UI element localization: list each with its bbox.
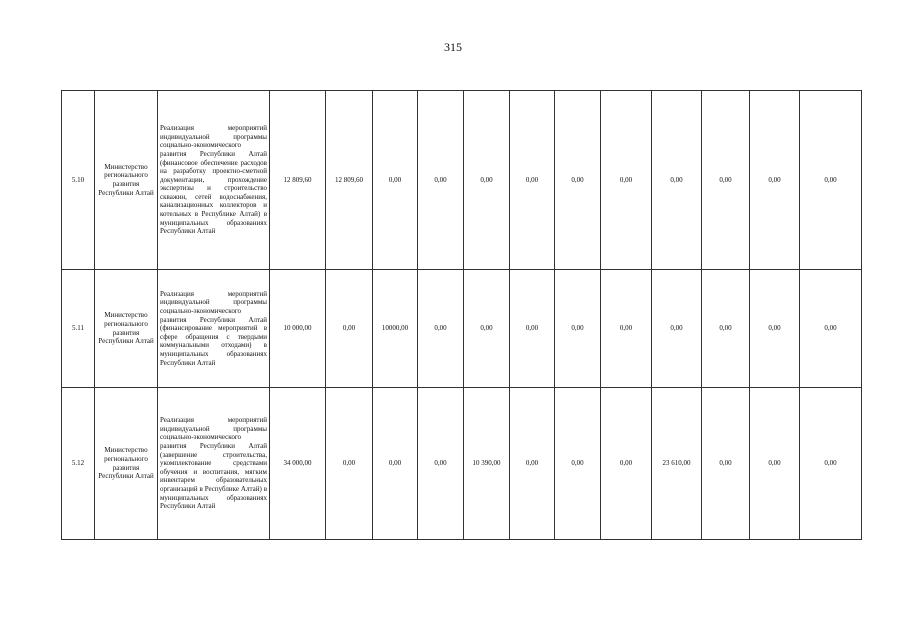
value-cell: 0,00 — [464, 270, 510, 388]
value-cell: 10 000,00 — [270, 270, 326, 388]
activity-description: Реализация мероприятий индивидуальной программы социально-экономического развития Республики Алтай (финансовое обеспечение расходов на разработку проектно-сметной документации, прохождение экспертизы и строительство скважин, сетей водоснабжения, канализационных коллекторов и котельных в Республике Алтай) в муниципальных образованиях Республики Алтай — [158, 91, 270, 270]
value-cell: 0,00 — [652, 270, 702, 388]
value-cell: 0,00 — [750, 388, 800, 540]
responsible-organization: Министерство регионального развития Республики Алтай — [95, 388, 158, 540]
value-cell: 0,00 — [601, 91, 652, 270]
row-number: 5.10 — [62, 91, 95, 270]
value-cell: 0,00 — [555, 270, 601, 388]
page-number: 315 — [444, 40, 462, 54]
activity-description: Реализация мероприятий индивидуальной программы социально-экономического развития Республики Алтай (финансирование мероприятий в сфере обращения с твердыми коммунальными отходами) в муниципальных образованиях Республики Алтай — [158, 270, 270, 388]
value-cell: 0,00 — [750, 91, 800, 270]
value-cell: 0,00 — [652, 91, 702, 270]
value-cell: 0,00 — [373, 388, 418, 540]
value-cell: 0,00 — [418, 91, 464, 270]
value-cell: 0,00 — [418, 388, 464, 540]
row-number: 5.11 — [62, 270, 95, 388]
value-cell: 0,00 — [464, 91, 510, 270]
value-cell: 0,00 — [750, 270, 800, 388]
value-cell: 0,00 — [418, 270, 464, 388]
value-cell: 0,00 — [702, 91, 750, 270]
responsible-organization: Министерство регионального развития Республики Алтай — [95, 91, 158, 270]
value-cell: 0,00 — [800, 270, 862, 388]
value-cell: 0,00 — [510, 91, 555, 270]
value-cell: 10000,00 — [373, 270, 418, 388]
value-cell: 0,00 — [702, 388, 750, 540]
table-row — [62, 270, 862, 388]
value-cell: 10 390,00 — [464, 388, 510, 540]
value-cell: 0,00 — [326, 388, 373, 540]
value-cell: 0,00 — [702, 270, 750, 388]
value-cell: 0,00 — [510, 388, 555, 540]
table-row — [62, 388, 862, 540]
value-cell: 0,00 — [601, 270, 652, 388]
value-cell: 23 610,00 — [652, 388, 702, 540]
value-cell: 12 809,60 — [326, 91, 373, 270]
value-cell: 0,00 — [373, 91, 418, 270]
table-row — [62, 91, 862, 270]
value-cell: 0,00 — [510, 270, 555, 388]
row-number: 5.12 — [62, 388, 95, 540]
value-cell: 0,00 — [800, 388, 862, 540]
value-cell: 12 809,60 — [270, 91, 326, 270]
value-cell: 0,00 — [326, 270, 373, 388]
value-cell: 0,00 — [601, 388, 652, 540]
value-cell: 34 000,00 — [270, 388, 326, 540]
value-cell: 0,00 — [555, 388, 601, 540]
value-cell: 0,00 — [555, 91, 601, 270]
value-cell: 0,00 — [800, 91, 862, 270]
activity-description: Реализация мероприятий индивидуальной программы социально-экономического развития Республики Алтай (завершение строительства, укомплектование средствами обучения и воспитания, мягким инвентарем образовательных организаций в Республике Алтай) в муниципальных образованиях Республики Алтай — [158, 388, 270, 540]
responsible-organization: Министерство регионального развития Республики Алтай — [95, 270, 158, 388]
budget-table — [61, 90, 862, 540]
